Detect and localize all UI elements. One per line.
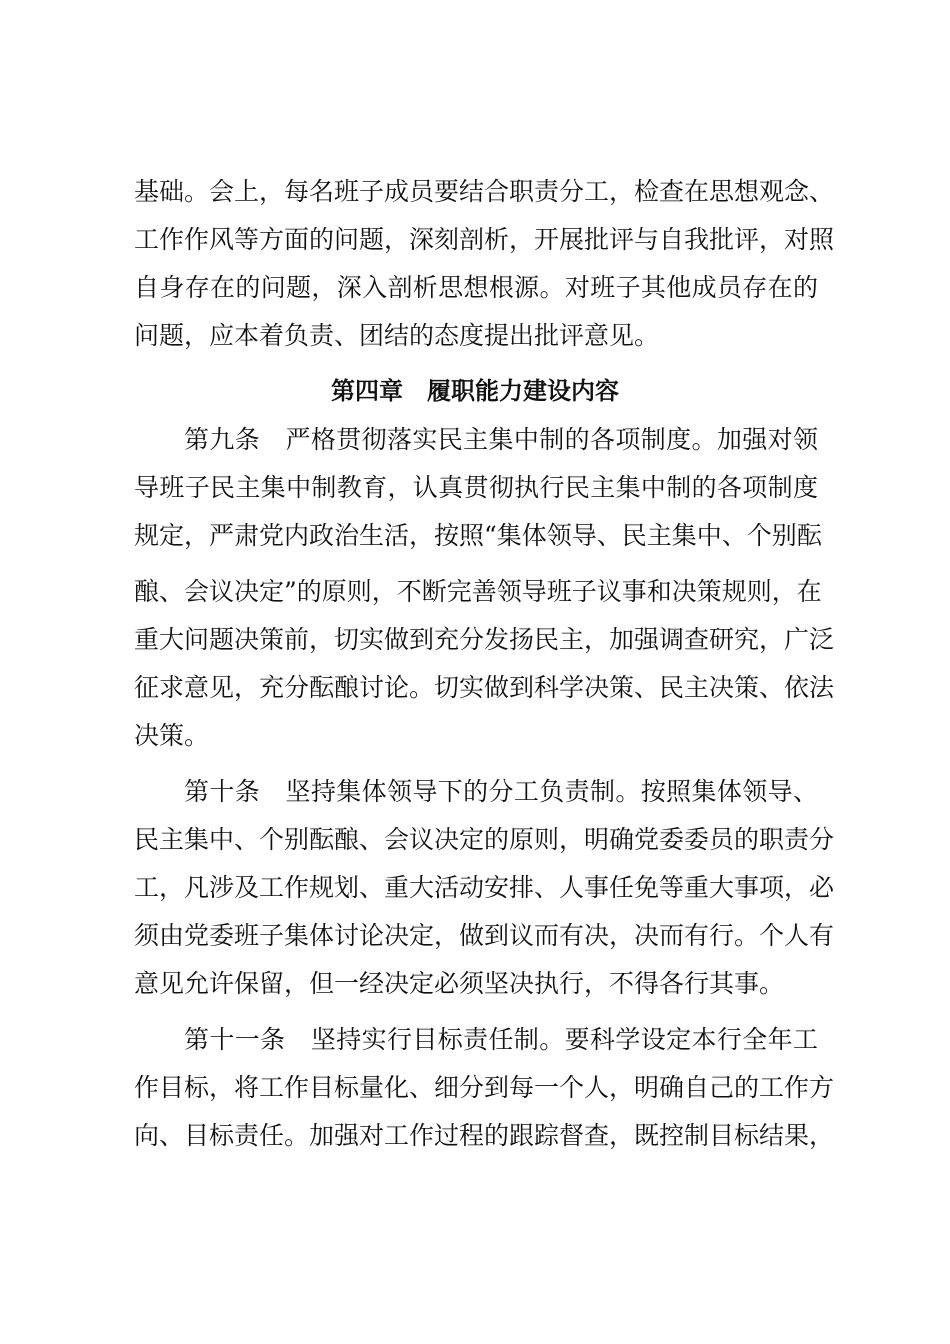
article9-line-1: 第九条 严格贯彻落实民主集中制的各项制度。加强对领 (184, 425, 818, 454)
intro-line-3: 自身存在的问题，深入剖析思想根源。对班子其他成员存在的 (134, 273, 818, 302)
article9-line-3: 规定，严肃党内政治生活，按照“集体领导、民主集中、个别酝 (134, 521, 822, 550)
article9-line-4: 酿、会议决定”的原则，不断完善领导班子议事和决策规则，在 (134, 577, 822, 606)
article10-line-3: 工，凡涉及工作规划、重大活动安排、人事任免等重大事项，必 (134, 873, 835, 902)
chapter-heading: 第四章 履职能力建设内容 (331, 377, 619, 405)
article11-line-3: 向、目标责任。加强对工作过程的跟踪督查，既控制目标结果， (134, 1121, 835, 1150)
article10-line-1: 第十条 坚持集体领导下的分工负责制。按照集体领导、 (184, 777, 818, 806)
article11-line-1: 第十一条 坚持实行目标责任制。要科学设定本行全年工 (184, 1025, 818, 1054)
intro-line-2: 工作作风等方面的问题，深刻剖析，开展批评与自我批评，对照 (134, 225, 835, 254)
article10-line-4: 须由党委班子集体讨论决定，做到议而有决，决而有行。个人有 (134, 921, 835, 950)
article11-line-2: 作目标，将工作目标量化、细分到每一个人，明确自己的工作方 (134, 1073, 835, 1102)
article9-line-6: 征求意见，充分酝酿讨论。切实做到科学决策、民主决策、依法 (134, 673, 835, 702)
intro-line-4: 问题，应本着负责、团结的态度提出批评意见。 (134, 321, 660, 350)
article9-line-5: 重大问题决策前，切实做到充分发扬民主，加强调查研究，广泛 (134, 625, 835, 654)
article10-line-5: 意见允许保留，但一经决定必须坚决执行，不得各行其事。 (134, 969, 785, 998)
article9-line-7: 决策。 (134, 721, 210, 750)
intro-line-1: 基础。会上，每名班子成员要结合职责分工，检查在思想观念、 (134, 177, 835, 206)
article9-line-2: 导班子民主集中制教育，认真贯彻执行民主集中制的各项制度 (134, 473, 818, 502)
article10-line-2: 民主集中、个别酝酿、会议决定的原则，明确党委委员的职责分 (134, 825, 835, 854)
